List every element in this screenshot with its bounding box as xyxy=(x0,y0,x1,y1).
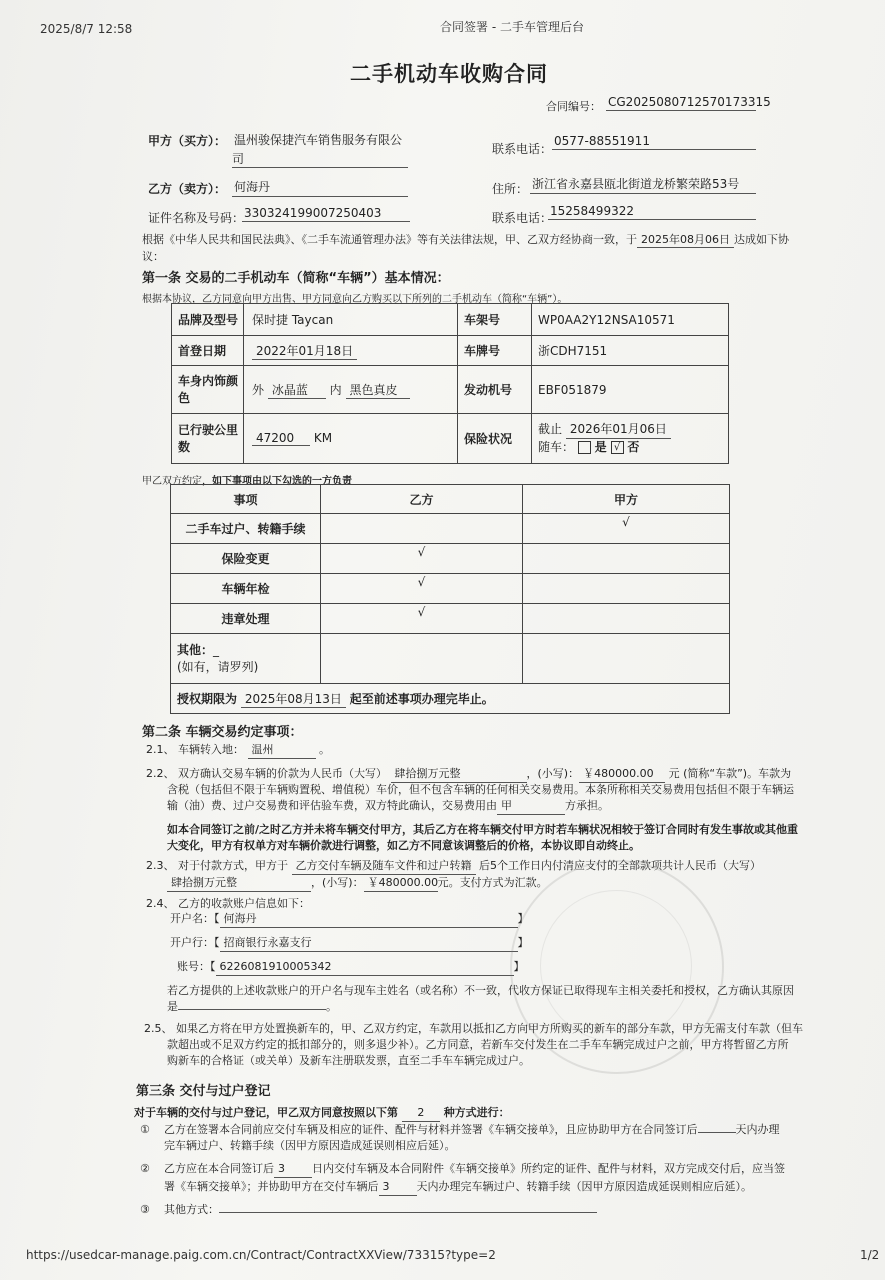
vehicle-info-table xyxy=(171,303,729,464)
option-2-transfer-days: 3 xyxy=(379,1178,417,1196)
vin-value: WP0AA2Y12NSA10571 xyxy=(532,304,729,336)
party-b-phone-label: 联系电话： xyxy=(492,211,553,225)
resp-other-party-a xyxy=(523,634,730,684)
contract-title: 二手机动车收购合同 xyxy=(350,62,548,86)
resp-inspection-party-b: √ xyxy=(321,574,523,604)
article-3-intro xyxy=(134,1104,510,1122)
color-label-line1: 车身内饰颜 xyxy=(178,373,239,388)
resp-header-item: 事项 xyxy=(171,485,321,514)
option-2-number: ② xyxy=(140,1162,150,1175)
contract-no: CG2025080712570173315 xyxy=(608,95,771,109)
payment-condition: 乙方交付车辆及随车文件和过户转籍 xyxy=(292,857,476,875)
clause-2-3-no: 2.3、 xyxy=(146,859,175,872)
plate-value: 浙CDH7151 xyxy=(532,336,729,366)
clause-2-4-text: 乙方的收款账户信息如下： xyxy=(178,897,310,910)
resp-row-other xyxy=(171,634,321,684)
clause-2-2-bold-1: 如本合同签订之前/之时乙方并未将车辆交付甲方，其后乙方在将车辆交付甲方时若车辆状况相较于签订合同时有发生事故或其他重 xyxy=(167,823,799,836)
reg-date-cell xyxy=(244,336,458,366)
clause-2-2-no: 2.2、 xyxy=(146,767,175,780)
account-reason xyxy=(178,1009,326,1010)
print-page-number: 1/2 xyxy=(860,1248,880,1262)
option-2-text-a: 乙方应在本合同签订后 xyxy=(164,1162,274,1175)
resp-row-violation: 违章处理 xyxy=(171,604,321,634)
address-label: 住所： xyxy=(492,182,529,196)
account-name-label: 开户名：【 xyxy=(170,912,220,925)
mileage-unit: KM xyxy=(313,431,333,445)
responsibility-intro-1: 甲乙双方约定， xyxy=(142,476,212,487)
resp-header-party-b: 乙方 xyxy=(321,485,523,514)
interior-color: 黑色真皮 xyxy=(346,381,410,399)
article-2-title: 第二条 车辆交易约定事项： xyxy=(142,725,303,740)
id-label: 证件名称及号码： xyxy=(148,211,245,225)
clause-2-1-end: 。 xyxy=(319,743,330,756)
resp-transfer-party-b xyxy=(321,514,523,544)
clause-2-5-l1: 如果乙方将在甲方处置换新车的，甲、乙双方约定，车款用以抵扣乙方向甲方所购买的新车的部分车款，甲方无需支付车款（但车 xyxy=(176,1022,803,1035)
clause-2-4-note: 若乙方提供的上述收款账户的开户名与现车主姓名（或名称）不一致，代收方保证已取得现车主相关委托和授权，乙方确认其原因 xyxy=(167,984,794,997)
clause-2-4-note-2b: 。 xyxy=(326,1000,337,1013)
price-lower: ￥480000.00 xyxy=(579,765,665,783)
account-bank-close: 】 xyxy=(517,936,529,949)
option-3-blank xyxy=(219,1212,597,1213)
article-3-intro-b: 种方式进行： xyxy=(443,1106,510,1119)
account-number-close: 】 xyxy=(513,960,525,973)
clause-2-5-line2: 款超出或不足双方约定的抵扣部分的，则多退少补）。乙方同意，若新车交付发生在二手车车辆完成过户之前，甲方将暂留乙方所 xyxy=(167,1038,789,1051)
clause-2-2-line2: 含税（包括但不限于车辆购置税、增值税）车价，但不包含车辆的任何相关交易费用。本条所称相关交易费用包括但不限于车辆运 xyxy=(167,783,794,796)
clause-2-2-line3a: 输（油）费、过户交易费和评估验车费，双方特此确认，交易费用由 xyxy=(167,799,497,812)
clause-2-1-text: 车辆转入地： xyxy=(178,743,244,756)
resp-header-party-a: 甲方 xyxy=(523,485,730,514)
deadline-date: 2025年08月13日 xyxy=(241,690,346,708)
mileage-value: 47200 xyxy=(252,431,310,446)
account-bank-row xyxy=(170,934,529,952)
clause-2-2-c: 元 (简称“车款”)。车款为 xyxy=(668,767,792,780)
brand-label: 品牌及型号 xyxy=(172,304,244,336)
preamble-line-3: 议： xyxy=(142,250,164,263)
brand-value: 保时捷 Taycan xyxy=(244,304,458,336)
clause-2-2-line3 xyxy=(167,797,609,815)
mileage-label xyxy=(172,414,244,464)
print-url: https://usedcar-manage.paig.com.cn/Contract/ContractXXView/73315?type=2 xyxy=(26,1248,496,1262)
insurance-no-label: 否 xyxy=(627,440,640,454)
resp-row-transfer: 二手车过户、转籍手续 xyxy=(171,514,321,544)
exterior-color: 冰晶蓝 xyxy=(268,381,326,399)
resp-transfer-party-a: √ xyxy=(523,514,730,544)
account-number-row xyxy=(177,958,525,976)
clause-2-3-a: 对于付款方式，甲方于 xyxy=(178,859,288,872)
account-name: 何海丹 xyxy=(220,910,518,928)
insurance-yes-label: 是 xyxy=(594,440,607,454)
option-1-line2: 完车辆过户、转籍手续（因甲方原因造成延误则相应后延）。 xyxy=(164,1139,456,1152)
interior-prefix: 内 xyxy=(329,382,342,397)
fee-payer: 甲 xyxy=(497,797,565,815)
resp-inspection-party-a xyxy=(523,574,730,604)
deadline-tail: 起至前述事项办理完毕止。 xyxy=(349,691,494,706)
insurance-cell xyxy=(532,414,729,464)
option-1-days xyxy=(698,1132,736,1133)
option-1-line1 xyxy=(164,1121,780,1138)
mileage-cell xyxy=(244,414,458,464)
delivery-option-choice: 2 xyxy=(402,1104,440,1122)
article-1-intro: 根据本协议，乙方同意向甲方出售、甲方同意向乙方购买以下所列的二手机动车（简称“车辆”）。 xyxy=(142,294,568,305)
insurance-with-label: 随车： xyxy=(538,440,575,454)
account-bank: 招商银行永嘉支行 xyxy=(220,934,518,952)
address: 浙江省永嘉县瓯北街道龙桥繁荣路53号 xyxy=(530,175,756,194)
party-a-label: 甲方（买方）： xyxy=(148,134,227,148)
insurance-yes-checkbox[interactable] xyxy=(578,441,591,454)
option-3-line xyxy=(164,1201,597,1218)
party-a-phone-label: 联系电话： xyxy=(492,142,553,156)
color-label xyxy=(172,366,244,414)
insurance-date: 2026年01月06日 xyxy=(566,421,671,439)
clause-2-3-line2 xyxy=(167,874,548,892)
mileage-label-line1: 已行驶公里 xyxy=(178,422,239,437)
option-1-text: 乙方在签署本合同前应交付车辆及相应的证件、配件与材料并签署《车辆交接单》，且应协助甲方在合同签订后 xyxy=(164,1123,698,1136)
account-bank-label: 开户行：【 xyxy=(170,936,220,949)
contract-no-label: 合同编号： xyxy=(546,100,601,113)
article-3-intro-a: 对于车辆的交付与过户登记，甲乙双方同意按照以下第 xyxy=(134,1106,398,1119)
account-number: 6226081910005342 xyxy=(216,958,514,976)
party-b-label: 乙方（卖方）： xyxy=(148,182,227,196)
resp-insurance-party-b: √ xyxy=(321,544,523,574)
account-number-label: 账号：【 xyxy=(177,960,216,973)
resp-row-inspection: 车辆年检 xyxy=(171,574,321,604)
clause-2-3-b: 后5个工作日内付清应支付的全部款项共计人民币（大写） xyxy=(479,859,761,872)
plate-label: 车牌号 xyxy=(458,336,532,366)
option-3-text: 其他方式： xyxy=(164,1203,219,1216)
resp-row-insurance: 保险变更 xyxy=(171,544,321,574)
insurance-label: 保险状况 xyxy=(458,414,532,464)
clause-2-5-no: 2.5、 xyxy=(144,1022,173,1035)
resp-other-party-b xyxy=(321,634,523,684)
party-a-name-line2: 司 xyxy=(232,150,408,168)
clause-2-1-no: 2.1、 xyxy=(146,743,175,756)
clause-2-5-line3: 购新车的合格证（或关单）及新车注册联发票，直至二手车车辆完成过户。 xyxy=(167,1054,530,1067)
reg-date-value: 2022年01月18日 xyxy=(252,342,357,360)
resp-violation-party-b: √ xyxy=(321,604,523,634)
vin-label: 车架号 xyxy=(458,304,532,336)
responsibility-table xyxy=(170,484,730,714)
clause-2-1 xyxy=(146,741,330,759)
color-value-cell xyxy=(244,366,458,414)
exterior-prefix: 外 xyxy=(252,382,265,397)
option-2-text-d: 天内办理完车辆过户、转籍手续（因甲方原因造成延误则相应后延）。 xyxy=(416,1180,752,1193)
resp-other-label: 其他： xyxy=(177,642,214,657)
insurance-no-checkbox[interactable]: √ xyxy=(611,441,624,454)
option-2-text-c: 署《车辆交接单》；并协助甲方在交付车辆后 xyxy=(164,1180,379,1193)
option-1-text-b: 天内办理 xyxy=(735,1123,780,1136)
article-1-title: 第一条 交易的二手机动车（简称“车辆”）基本情况： xyxy=(142,271,450,286)
clause-2-3-line1 xyxy=(146,857,761,875)
engine-value: EBF051879 xyxy=(532,366,729,414)
preamble xyxy=(142,231,789,248)
clause-2-4-note-2a: 是 xyxy=(167,1000,178,1013)
resp-insurance-party-a xyxy=(523,544,730,574)
clause-2-2-b: ，(小写)： xyxy=(526,767,580,780)
party-b-phone: 15258499322 xyxy=(548,204,756,220)
engine-label: 发动机号 xyxy=(458,366,532,414)
option-2-line1 xyxy=(164,1160,785,1178)
clause-2-3-d: 元。支付方式为汇款。 xyxy=(437,876,548,889)
price-upper: 肆拾捌万元整 xyxy=(391,765,527,783)
clause-2-4-no: 2.4、 xyxy=(146,897,175,910)
resp-violation-party-a xyxy=(523,604,730,634)
account-name-close: 】 xyxy=(517,912,529,925)
preamble-text-1: 根据《中华人民共和国民法典》、《二手车流通管理办法》等有关法律法规，甲、乙双方经协商一致，于 xyxy=(142,233,637,246)
responsibility-intro-2: 如下事项由以下勾选的一方负责 xyxy=(212,476,352,487)
mileage-label-line2: 数 xyxy=(178,439,191,454)
option-2-line2 xyxy=(164,1178,752,1196)
color-label-line2: 色 xyxy=(178,390,191,405)
clause-2-1-destination: 温州 xyxy=(248,741,316,759)
account-name-row xyxy=(170,910,529,928)
payment-lower: ￥480000.00 xyxy=(364,874,438,892)
resp-other-hint: (如有，请罗列) xyxy=(177,659,259,674)
insurance-prefix: 截止 xyxy=(538,422,563,436)
clause-2-2-bold-2: 大变化，甲方有权单方对车辆价款进行调整，如乙方不同意该调整后的价格，本协议即自动终止。 xyxy=(167,839,640,852)
preamble-date: 2025年08月06日 xyxy=(637,231,734,248)
option-1-number: ① xyxy=(140,1123,150,1136)
party-a-name-line1: 温州骏保捷汽车销售服务有限公 xyxy=(234,133,403,147)
party-a-phone: 0577-88551911 xyxy=(552,134,756,150)
id-number: 330324199007250403 xyxy=(242,206,410,222)
print-page-title: 合同签署 - 二手车管理后台 xyxy=(440,20,584,34)
option-2-text-b: 日内交付车辆及本合同附件《车辆交接单》所约定的证件、配件与材料，双方完成交付后，应当签 xyxy=(312,1162,785,1175)
resp-deadline-row xyxy=(171,684,730,714)
option-3-number: ③ xyxy=(140,1203,150,1216)
article-3-title: 第三条 交付与过户登记 xyxy=(136,1084,271,1099)
clause-2-4-note-2 xyxy=(167,998,337,1015)
clause-2-2-line3b: 方承担。 xyxy=(565,799,609,812)
option-2-delivery-days: 3 xyxy=(274,1160,312,1178)
deadline-label: 授权期限为 xyxy=(177,691,238,706)
preamble-text-2: 达成如下协 xyxy=(734,233,789,246)
party-b-name: 何海丹 xyxy=(232,178,408,197)
resp-other-blank: _ xyxy=(213,642,220,657)
reg-date-label: 首登日期 xyxy=(172,336,244,366)
clause-2-3-c: ，(小写)： xyxy=(311,876,364,889)
faded-seal-inner-ring xyxy=(540,890,692,1042)
clause-2-2-a: 双方确认交易车辆的价款为人民币（大写） xyxy=(178,767,387,780)
payment-upper: 肆拾捌万元整 xyxy=(167,874,311,892)
print-datetime: 2025/8/7 12:58 xyxy=(40,22,133,36)
